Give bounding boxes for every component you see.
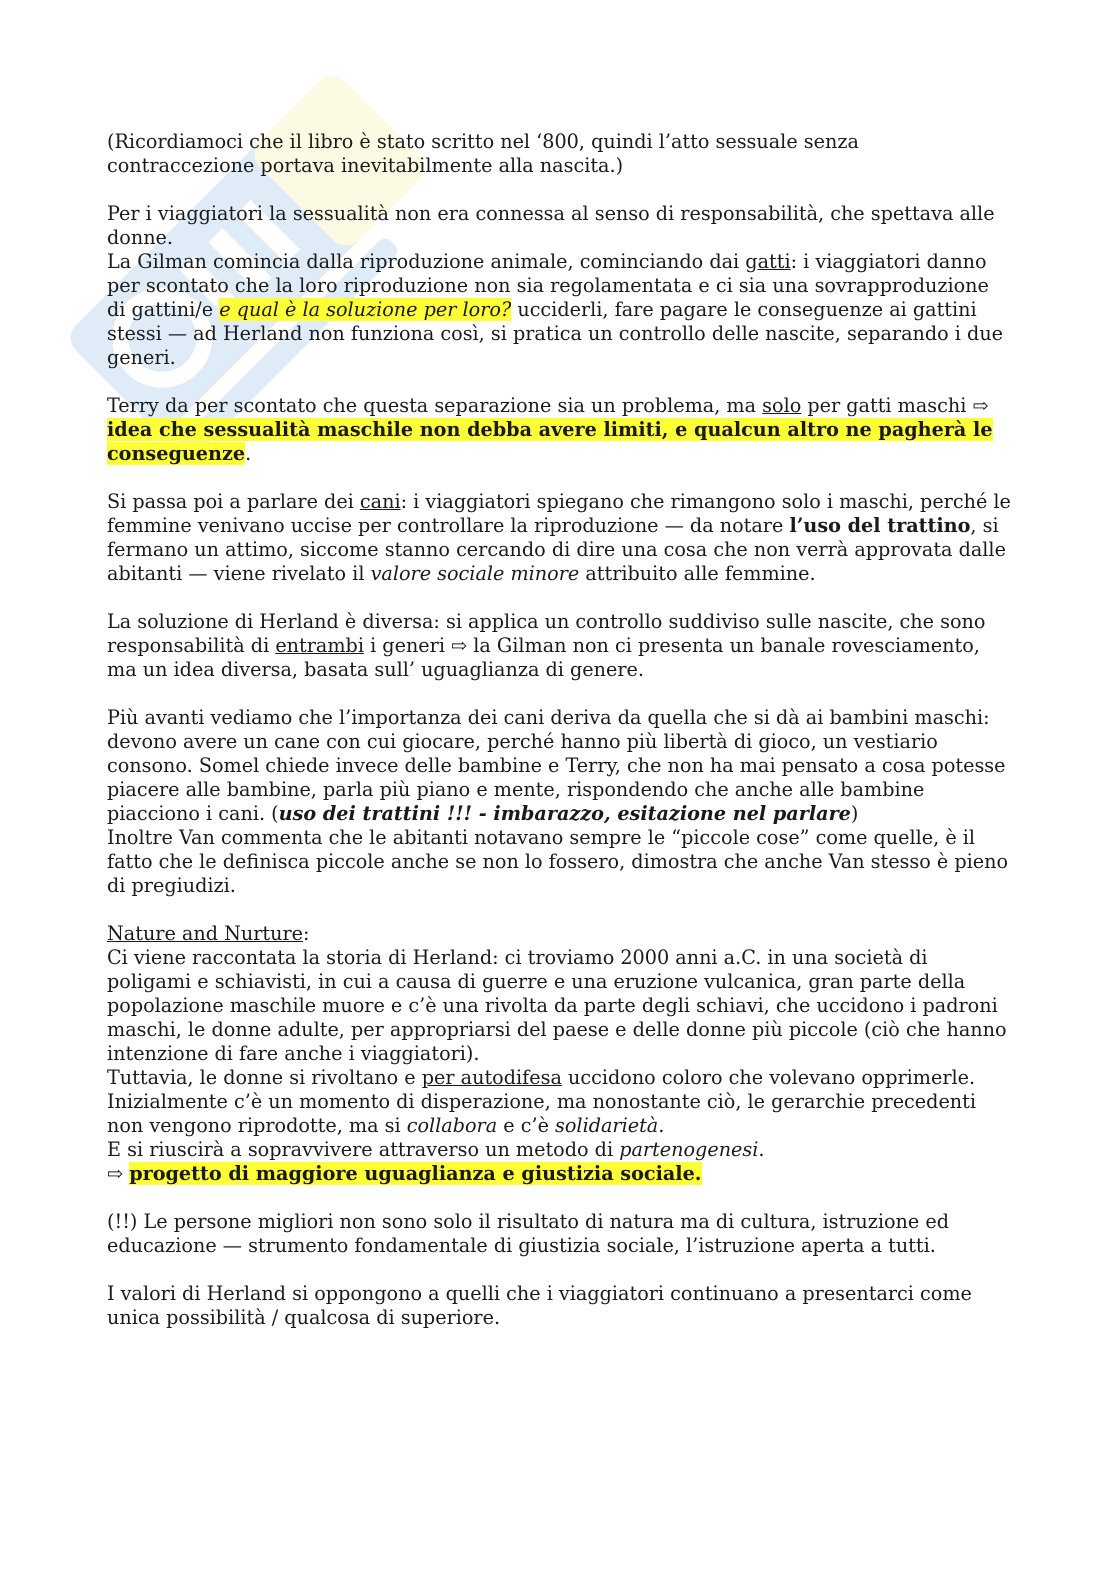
nature-line-3-italic-2: solidarietà: [555, 1114, 659, 1137]
terry-underlined: solo: [762, 394, 802, 417]
bambini-bold-italic: uso dei trattini !!! - imbarazzo, esitazione nel parlare: [278, 802, 851, 825]
cani-bold: l’uso del trattino: [789, 514, 971, 537]
cani-italic: valore sociale minore: [370, 562, 580, 585]
terry-text-2: per gatti maschi ⇨: [801, 394, 989, 417]
paragraph-cani: [107, 490, 1012, 586]
gatti-text-3: ucciderli, fare pagare le conseguenze ai gattini stessi — ad Herland non funziona così, si pratica un controllo delle nascite, separando i due generi.: [107, 298, 1004, 369]
gatti-underlined: gatti: [745, 250, 791, 273]
cani-underlined: cani: [359, 490, 401, 513]
cani-text-4: attribuito alle femmine.: [579, 562, 816, 585]
paragraph-soluzione: [107, 610, 1012, 682]
nature-line-5-highlight: progetto di maggiore uguaglianza e giustizia sociale.: [129, 1162, 702, 1185]
paragraph-nature-nurture: [107, 922, 1012, 1186]
soluzione-text-2: i generi ⇨ la Gilman non ci presenta un banale rovesciamento, ma un idea diversa, basata sull’ uguaglianza di genere.: [107, 634, 980, 681]
nature-line-4-text-1: E si riuscirà a sopravvivere attraverso un metodo di: [107, 1138, 620, 1161]
nature-line-2-text-2: uccidono coloro che volevano opprimerle.: [561, 1066, 976, 1089]
paragraph-gatti: [107, 202, 1012, 370]
nature-line-4-italic: partenogenesi: [619, 1138, 759, 1161]
document-body: [107, 130, 1012, 1330]
gatti-line-1: Per i viaggiatori la sessualità non era connessa al senso di responsabilità, che spettava alle donne.: [107, 202, 995, 249]
paragraph-intro-text: (Ricordiamoci che il libro è stato scritto nel ‘800, quindi l’atto sessuale senza contraccezione portava inevitabilmente alla nascita.): [107, 130, 859, 177]
soluzione-underlined: entrambi: [275, 634, 364, 657]
nature-line-2-underlined: per autodifesa: [421, 1066, 562, 1089]
nature-line-3-text-3: .: [658, 1114, 665, 1137]
gatti-text-2: : i viaggiatori danno per scontato che la loro riproduzione non sia regolamentata e ci sia una sovrapproduzione di gattini/e: [107, 250, 989, 321]
cani-text-2: : i viaggiatori spiegano che rimangono solo i maschi, perché le femmine venivano uccise per controllare la riproduzione — da notare: [107, 490, 1011, 537]
nature-line-4-text-2: .: [758, 1138, 765, 1161]
cani-text-3: , si fermano un attimo, siccome stanno cercando di dire una cosa che non verrà approvata dalle abitanti — viene rivelato il: [107, 514, 1006, 585]
bambini-text-1: Più avanti vediamo che l’importanza dei cani deriva da quella che si dà ai bambini maschi: devono avere un cane con cui giocare, perché hanno più libertà di gioco, un vestiario consono. Somel chiede invece delle bambine e Terry, che non ha mai pensato a cosa potesse piacere alle bambine, parla più piano e mente, rispondendo che anche alle bambine piacciono i cani. (: [107, 706, 1006, 825]
nature-line-5-arrow: ⇨: [107, 1162, 130, 1185]
paragraph-terry: [107, 394, 1012, 466]
soluzione-text-1: La soluzione di Herland è diversa: si applica un controllo suddiviso sulle nascite, che sono responsabilità di: [107, 610, 986, 657]
bambini-text-2: ): [850, 802, 859, 825]
terry-text-1: Terry da per scontato che questa separazione sia un problema, ma: [107, 394, 763, 417]
nature-line-3-text-2: e c’è: [497, 1114, 556, 1137]
paragraph-valori: [107, 1282, 1012, 1330]
terry-highlight: idea che sessualità maschile non debba avere limiti, e qualcun altro ne pagherà le conseguenze: [107, 418, 993, 465]
terry-text-3: .: [245, 442, 252, 465]
cani-text-1: Si passa poi a parlare dei: [107, 490, 360, 513]
gatti-text-1: La Gilman comincia dalla riproduzione animale, cominciando dai: [107, 250, 746, 273]
bambini-line-2: Inoltre Van commenta che le abitanti notavano sempre le “piccole cose” come quelle, è il fatto che le definisca piccole anche se non lo fossero, dimostra che anche Van stesso è pieno di pregiudizi.: [107, 826, 1009, 897]
section-heading-colon: :: [303, 922, 310, 945]
section-heading: Nature and Nurture: [107, 922, 304, 945]
paragraph-intro: [107, 130, 1012, 178]
nature-line-3-italic-1: collabora: [406, 1114, 498, 1137]
paragraph-persone-migliori: [107, 1210, 1012, 1258]
gatti-highlight: e qual è la soluzione per loro?: [219, 298, 512, 321]
nature-line-2-text-1: Tuttavia, le donne si rivoltano e: [107, 1066, 422, 1089]
valori-text: I valori di Herland si oppongono a quelli che i viaggiatori continuano a presentarci come unica possibilità / qualcosa di superiore.: [107, 1282, 972, 1329]
persone-migliori-text: (!!) Le persone migliori non sono solo il risultato di natura ma di cultura, istruzione ed educazione — strumento fondamentale di giustizia sociale, l’istruzione aperta a tutti.: [107, 1210, 949, 1257]
paragraph-bambini: [107, 706, 1012, 898]
nature-line-1: Ci viene raccontata la storia di Herland: ci troviamo 2000 anni a.C. in una società di poligami e schiavisti, in cui a causa di guerre e una eruzione vulcanica, gran parte della popolazione maschile muore e c’è una rivolta da parte degli schiavi, che uccidono i padroni maschi, le donne adulte, per appropriarsi del paese e delle donne più piccole (ciò che hanno intenzione di fare anche i viaggiatori).: [107, 946, 1007, 1065]
nature-line-3-text-1: Inizialmente c’è un momento di disperazione, ma nonostante ciò, le gerarchie precedenti non vengono riprodotte, ma si: [107, 1090, 977, 1137]
